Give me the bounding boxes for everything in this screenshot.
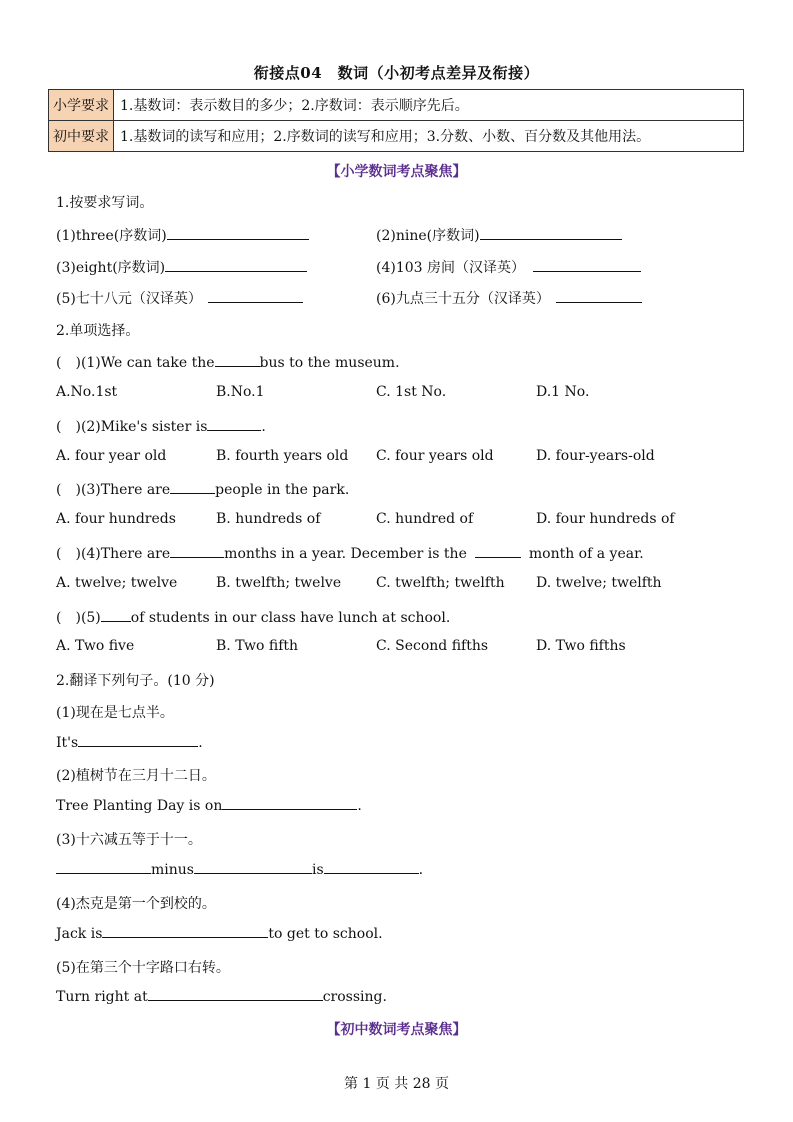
answer-paren[interactable]: ( ) <box>56 482 81 498</box>
option[interactable]: D. Two fifths <box>536 638 626 654</box>
question <box>56 352 400 372</box>
sentence-text: . <box>198 735 203 751</box>
answer-blank[interactable] <box>194 861 312 874</box>
sentence-text: Jack is <box>56 926 103 942</box>
translation-prompt: (1)现在是七点半。 <box>56 705 174 721</box>
option[interactable]: A.No.1st <box>56 384 118 400</box>
question <box>56 607 450 627</box>
item-prompt: (6)九点三十五分（汉译英） <box>376 291 550 307</box>
answer-blank <box>207 418 261 431</box>
question-text: of students in our class have lunch at school. <box>130 610 451 626</box>
answer-blank[interactable] <box>165 259 307 272</box>
option[interactable]: B. fourth years old <box>216 448 349 464</box>
sentence-text: to get to school. <box>268 926 383 942</box>
answer-paren[interactable]: ( ) <box>56 355 81 371</box>
answer-blank[interactable] <box>56 861 151 874</box>
sentence-text: Turn right at <box>56 989 148 1005</box>
sentence-text: It's <box>56 735 79 751</box>
option[interactable]: A. four year old <box>56 448 167 464</box>
question-text: (5) <box>80 610 101 626</box>
option[interactable]: D. four hundreds of <box>536 511 675 527</box>
answer-blank[interactable] <box>222 797 357 810</box>
option[interactable]: A. four hundreds <box>56 511 176 527</box>
fill-item <box>56 257 307 277</box>
answer-paren[interactable]: ( ) <box>56 419 81 435</box>
answer-blank <box>170 545 224 558</box>
translation-answer-line <box>56 797 362 814</box>
option[interactable]: C. hundred of <box>376 511 474 527</box>
requirement-label: 初中要求 <box>49 121 114 152</box>
option[interactable]: D.1 No. <box>536 384 590 400</box>
question <box>56 479 349 499</box>
option[interactable]: C. 1st No. <box>376 384 447 400</box>
requirement-row <box>49 121 744 152</box>
option[interactable]: A. Two five <box>56 638 135 654</box>
translation-answer-line <box>56 861 423 878</box>
option[interactable]: C. Second fifths <box>376 638 489 654</box>
option[interactable]: D. four-years-old <box>536 448 655 464</box>
fill-item <box>376 225 622 245</box>
translation-answer-line <box>56 925 383 942</box>
question <box>56 543 644 563</box>
section-heading-middle: 【初中数词考点聚焦】 <box>326 1022 467 1038</box>
answer-blank <box>475 545 521 558</box>
option[interactable]: D. twelve; twelfth <box>536 575 662 591</box>
item-prompt: (3)eight(序数词) <box>56 260 166 276</box>
question-text: bus to the museum. <box>259 355 400 371</box>
translation-answer-line <box>56 988 387 1005</box>
answer-blank[interactable] <box>167 227 309 240</box>
section-heading-primary: 【小学数词考点聚焦】 <box>326 164 467 180</box>
answer-blank[interactable] <box>533 259 641 272</box>
translation-answer-line <box>56 734 203 751</box>
answer-paren[interactable]: ( ) <box>56 610 81 626</box>
requirements-table <box>48 89 744 152</box>
option[interactable]: B. twelfth; twelve <box>216 575 342 591</box>
answer-blank[interactable] <box>480 227 622 240</box>
requirement-label: 小学要求 <box>49 90 114 121</box>
question-text: . <box>261 419 266 435</box>
item-prompt: (4)103 房间（汉译英） <box>376 260 526 276</box>
sentence-text: . <box>357 798 362 814</box>
option[interactable]: C. four years old <box>376 448 494 464</box>
answer-paren[interactable]: ( ) <box>56 546 81 562</box>
question-text: (4)There are <box>80 546 171 562</box>
option[interactable]: C. twelfth; twelfth <box>376 575 505 591</box>
fill-item <box>56 288 303 308</box>
question-text: months in a year. December is the <box>224 546 467 562</box>
sentence-text: . <box>418 862 424 878</box>
answer-blank <box>101 609 131 622</box>
page-title: 衔接点04 数词（小初考点差异及衔接） <box>253 64 540 82</box>
part1-heading: 1.按要求写词。 <box>56 195 154 211</box>
part3-heading: 2.翻译下列句子。(10 分) <box>56 673 215 689</box>
fill-item <box>376 257 641 277</box>
answer-blank[interactable] <box>324 861 419 874</box>
sentence-text: minus <box>151 862 194 878</box>
fill-item <box>56 225 309 245</box>
translation-prompt: (4)杰克是第一个到校的。 <box>56 896 216 912</box>
translation-prompt: (5)在第三个十字路口右转。 <box>56 960 230 976</box>
item-prompt: (2)nine(序数词) <box>376 228 480 244</box>
answer-blank[interactable] <box>102 925 268 938</box>
question-text: (1)We can take the <box>80 355 215 371</box>
answer-blank[interactable] <box>556 290 642 303</box>
option[interactable]: A. twelve; twelve <box>56 575 178 591</box>
question-text: people in the park. <box>215 482 350 498</box>
item-prompt: (5)七十八元（汉译英） <box>56 291 202 307</box>
answer-blank[interactable] <box>78 734 198 747</box>
answer-blank <box>215 354 260 367</box>
translation-prompt: (2)植树节在三月十二日。 <box>56 768 216 784</box>
requirement-text: 1.基数词：表示数目的多少；2.序数词：表示顺序先后。 <box>114 90 744 121</box>
question-text: (2)Mike's sister is <box>80 419 208 435</box>
translation-prompt: (3)十六减五等于十一。 <box>56 832 202 848</box>
item-prompt: (1)three(序数词) <box>56 228 167 244</box>
part2-heading: 2.单项选择。 <box>56 323 140 339</box>
requirement-row <box>49 90 744 121</box>
option[interactable]: B. hundreds of <box>216 511 321 527</box>
answer-blank <box>170 481 215 494</box>
question <box>56 416 266 436</box>
sentence-text: is <box>311 862 324 878</box>
fill-item <box>376 288 642 308</box>
option[interactable]: B.No.1 <box>216 384 265 400</box>
answer-blank[interactable] <box>148 988 323 1001</box>
option[interactable]: B. Two fifth <box>216 638 299 654</box>
requirement-text: 1.基数词的读写和应用；2.序数词的读写和应用；3.分数、小数、百分数及其他用法。 <box>114 121 744 152</box>
page-footer: 第 1 页 共 28 页 <box>344 1076 449 1092</box>
question-text: (3)There are <box>80 482 171 498</box>
sentence-text: crossing. <box>322 989 387 1005</box>
answer-blank[interactable] <box>208 290 303 303</box>
sentence-text: Tree Planting Day is on <box>56 798 223 814</box>
question-text: month of a year. <box>528 546 644 562</box>
